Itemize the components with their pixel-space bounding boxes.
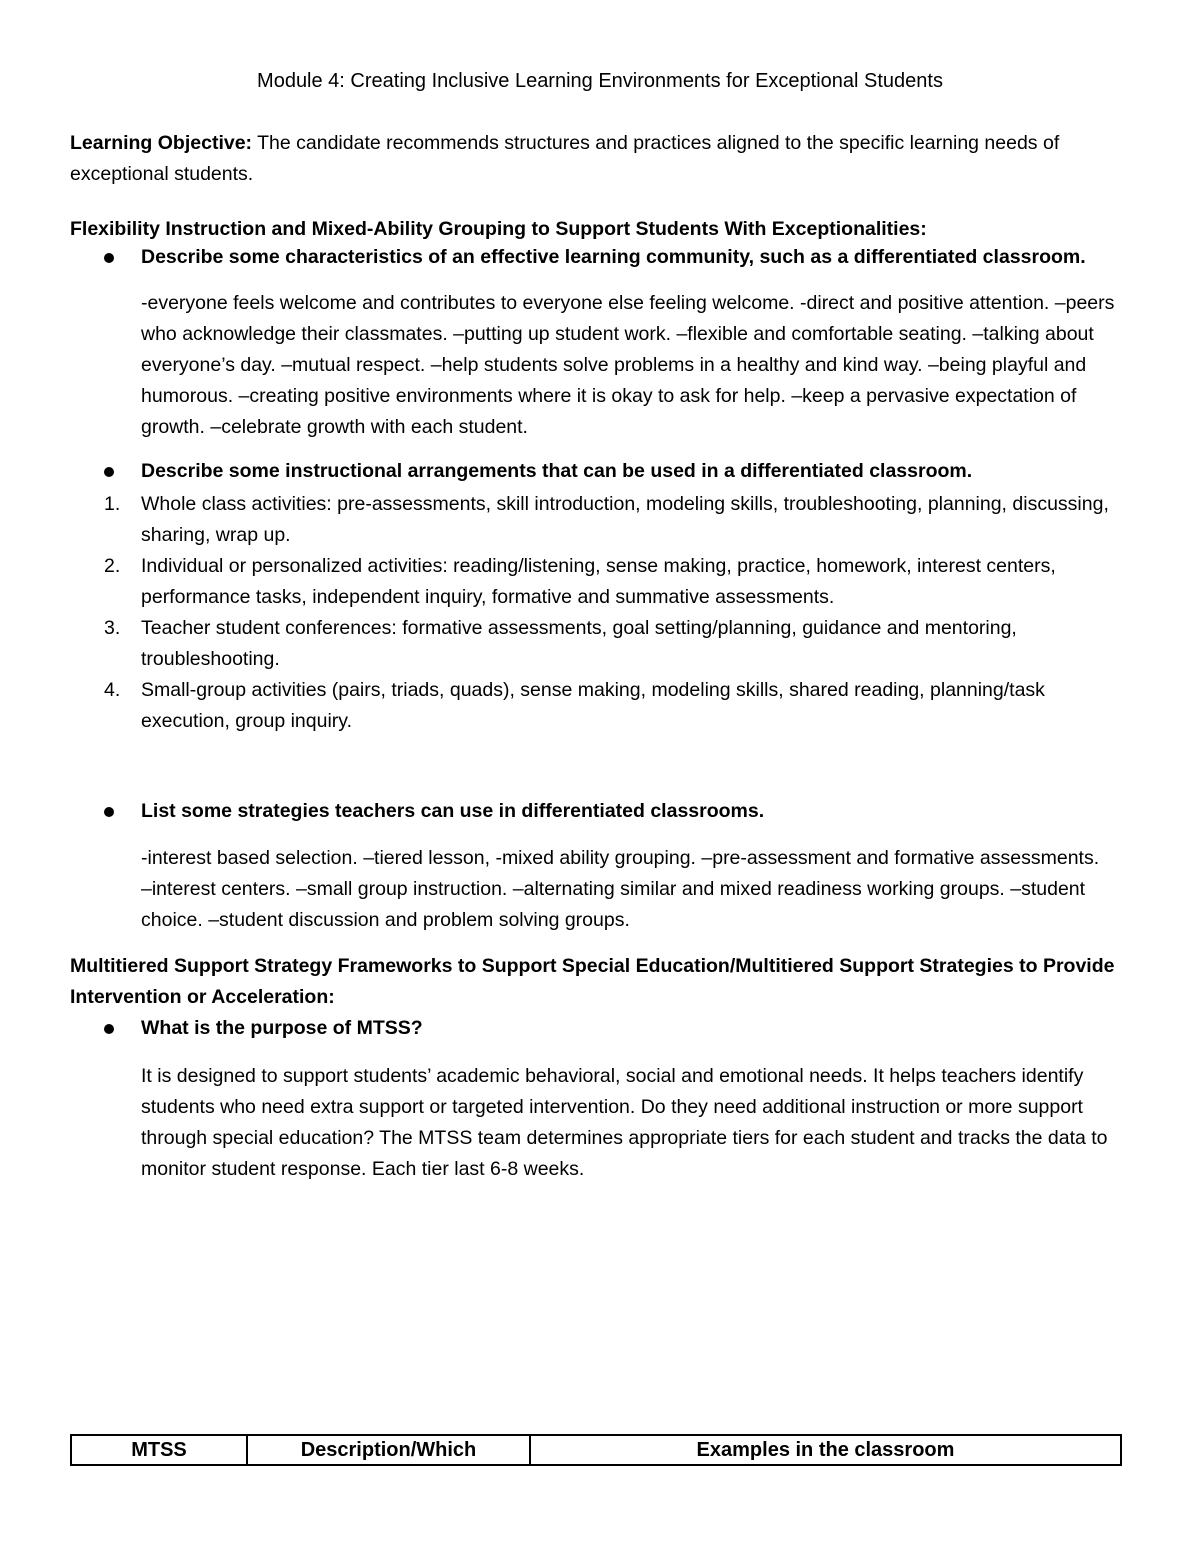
learning-objective	[70, 128, 1080, 190]
list-number: 3.	[104, 617, 121, 639]
table-header-row	[71, 1435, 1121, 1465]
question-instructional-arrangements: Describe some instructional arrangements that can be used in a differentiated classroom.	[141, 460, 973, 482]
answer-mtss-purpose: It is designed to support students’ academic behavioral, social and emotional needs. It helps teachers identify students who need extra support or targeted intervention. Do they need additional instruction or more support through special education? The MTSS team determines appropriate tiers for each student and tracks the data to monitor student response. Each tier last 6-8 weeks.	[141, 1065, 1108, 1180]
bullet-icon	[104, 253, 114, 263]
column-header-examples: Examples in the classroom	[530, 1435, 1121, 1465]
list-number: 2.	[104, 555, 121, 577]
list-number: 1.	[104, 493, 121, 515]
objective-label: Learning Objective:	[70, 132, 253, 154]
list-number: 4.	[104, 679, 121, 701]
answer-strategies: -interest based selection. –tiered lesson, -mixed ability grouping. –pre-assessment and formative assessments. –interest centers. –small group instruction. –alternating similar and mixed readiness working groups. –student choice. –student discussion and problem solving groups.	[141, 847, 1100, 931]
list-item-text: Small-group activities (pairs, triads, quads), sense making, modeling skills, shared reading, planning/task execution, group inquiry.	[141, 679, 1045, 732]
section-heading-flexibility: Flexibility Instruction and Mixed-Ability Grouping to Support Students With Exceptionalities:	[70, 218, 927, 240]
question-strategies: List some strategies teachers can use in differentiated classrooms.	[141, 800, 765, 822]
question-learning-community: Describe some characteristics of an effective learning community, such as a differentiated classroom.	[141, 246, 1086, 268]
mtss-table	[70, 1434, 1122, 1466]
section-heading-mtss: Multitiered Support Strategy Frameworks to Support Special Education/Multitiered Support Strategies to Provide Intervention or Acceleration:	[70, 955, 1115, 1008]
list-item-text: Whole class activities: pre-assessments, skill introduction, modeling skills, troubleshooting, planning, discussing, sharing, wrap up.	[141, 493, 1109, 546]
page-title: Module 4: Creating Inclusive Learning Environments for Exceptional Students	[257, 70, 943, 92]
list-item-text: Individual or personalized activities: reading/listening, sense making, practice, homework, interest centers, performance tasks, independent inquiry, formative and summative assessments.	[141, 555, 1056, 608]
answer-learning-community: -everyone feels welcome and contributes to everyone else feeling welcome. -direct and positive attention. –peers who acknowledge their classmates. –putting up student work. –flexible and comfortable seating. –talking about everyone’s day. –mutual respect. –help students solve problems in a healthy and kind way. –being playful and humorous. –creating positive environments where it is okay to ask for help. –keep a pervasive expectation of growth. –celebrate growth with each student.	[141, 292, 1115, 438]
bullet-icon	[104, 1024, 114, 1034]
question-mtss-purpose: What is the purpose of MTSS?	[141, 1017, 423, 1039]
column-header-mtss: MTSS	[71, 1435, 247, 1465]
column-header-description: Description/Which	[247, 1435, 530, 1465]
bullet-icon	[104, 467, 114, 477]
list-item-text: Teacher student conferences: formative assessments, goal setting/planning, guidance and mentoring, troubleshooting.	[141, 617, 1017, 670]
objective-text: The candidate recommends structures and practices aligned to the specific learning needs of exceptional students.	[70, 132, 1060, 185]
bullet-icon	[104, 807, 114, 817]
